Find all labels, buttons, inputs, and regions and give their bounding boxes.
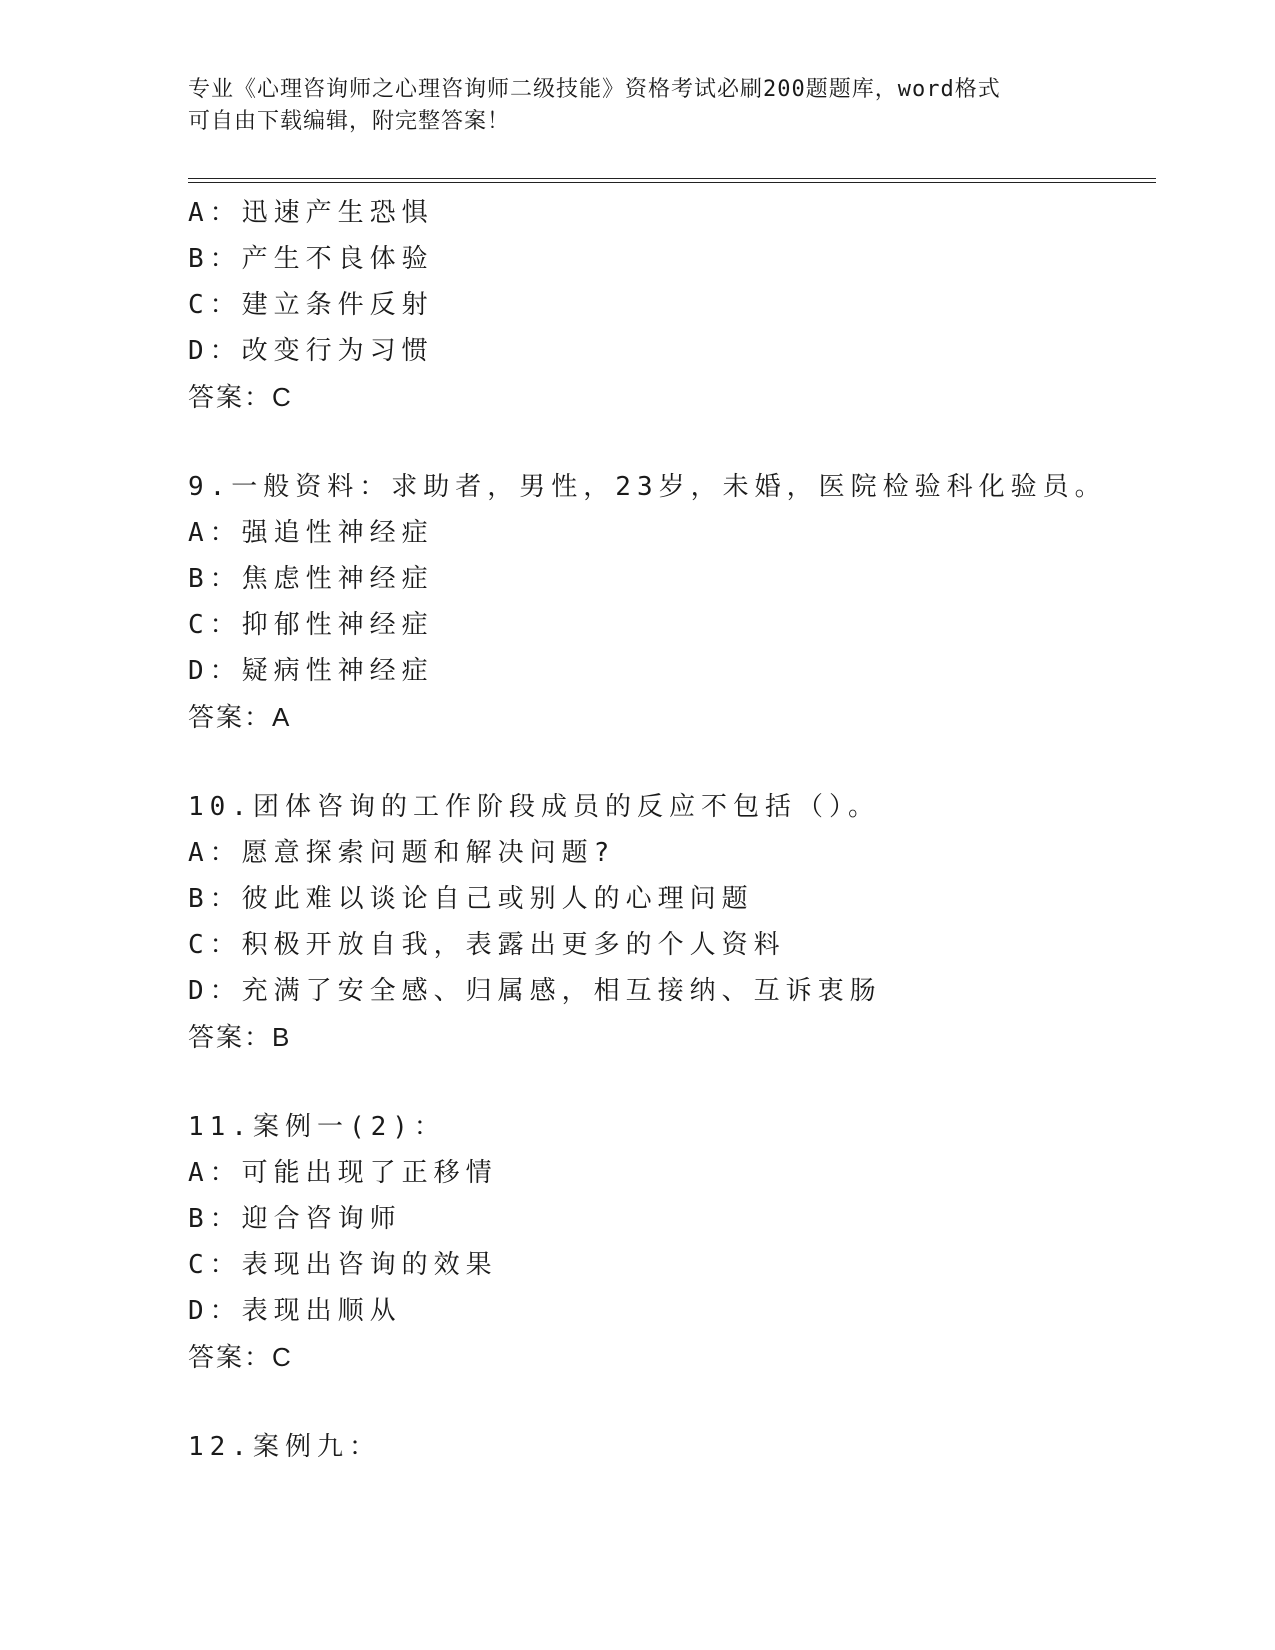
- answer-line: [188, 1334, 1156, 1380]
- option-d: D：表现出顺从: [188, 1296, 402, 1326]
- question-text: 12.案例九：: [188, 1432, 381, 1462]
- question-text: 10.团体咨询的工作阶段成员的反应不包括（）。: [188, 792, 880, 822]
- option-b: B：焦虑性神经症: [188, 564, 434, 594]
- option-a: A：强追性神经症: [188, 518, 434, 548]
- question-10: [188, 784, 1156, 1060]
- answer-label: 答案：: [188, 1023, 273, 1053]
- answer-value: C: [272, 382, 291, 412]
- question-9: [188, 464, 1156, 740]
- question-text: 9.一般资料：求助者，男性，23岁，未婚，医院检验科化验员。: [188, 472, 1107, 502]
- answer-value: C: [272, 1342, 291, 1372]
- option-c: C：抑郁性神经症: [188, 610, 434, 640]
- option-a: A：愿意探索问题和解决问题?: [188, 838, 616, 868]
- question-11: [188, 1104, 1156, 1380]
- option-a: A：可能出现了正移情: [188, 1158, 498, 1188]
- option-b: B：彼此难以谈论自己或别人的心理问题: [188, 884, 754, 914]
- option-b: B：迎合咨询师: [188, 1204, 402, 1234]
- option-a: A：迅速产生恐惧: [188, 198, 434, 228]
- answer-line: [188, 374, 1156, 420]
- answer-label: 答案：: [188, 703, 273, 733]
- option-d: D：改变行为习惯: [188, 336, 434, 366]
- option-c: C：表现出咨询的效果: [188, 1250, 498, 1280]
- option-c: C：积极开放自我，表露出更多的个人资料: [188, 930, 786, 960]
- answer-line: [188, 694, 1156, 740]
- option-d: D：疑病性神经症: [188, 656, 434, 686]
- option-d: D：充满了安全感、归属感，相互接纳、互诉衷肠: [188, 976, 882, 1006]
- question-list: [188, 190, 1156, 1470]
- option-b: B：产生不良体验: [188, 244, 434, 274]
- header-divider: [188, 178, 1156, 183]
- question-12: [188, 1424, 1156, 1470]
- answer-value: A: [272, 702, 290, 732]
- option-c: C：建立条件反射: [188, 290, 434, 320]
- answer-value: B: [272, 1022, 290, 1052]
- document-header: [188, 74, 1068, 138]
- header-line-2: 可自由下载编辑，附完整答案！: [188, 109, 511, 134]
- question-text: 11.案例一(2)：: [188, 1112, 446, 1142]
- answer-label: 答案：: [188, 1343, 273, 1373]
- answer-line: [188, 1014, 1156, 1060]
- answer-label: 答案：: [188, 383, 273, 413]
- question-8: [188, 190, 1156, 420]
- header-line-1: 专业《心理咨询师之心理咨询师二级技能》资格考试必刷200题题库，word格式: [188, 77, 1001, 102]
